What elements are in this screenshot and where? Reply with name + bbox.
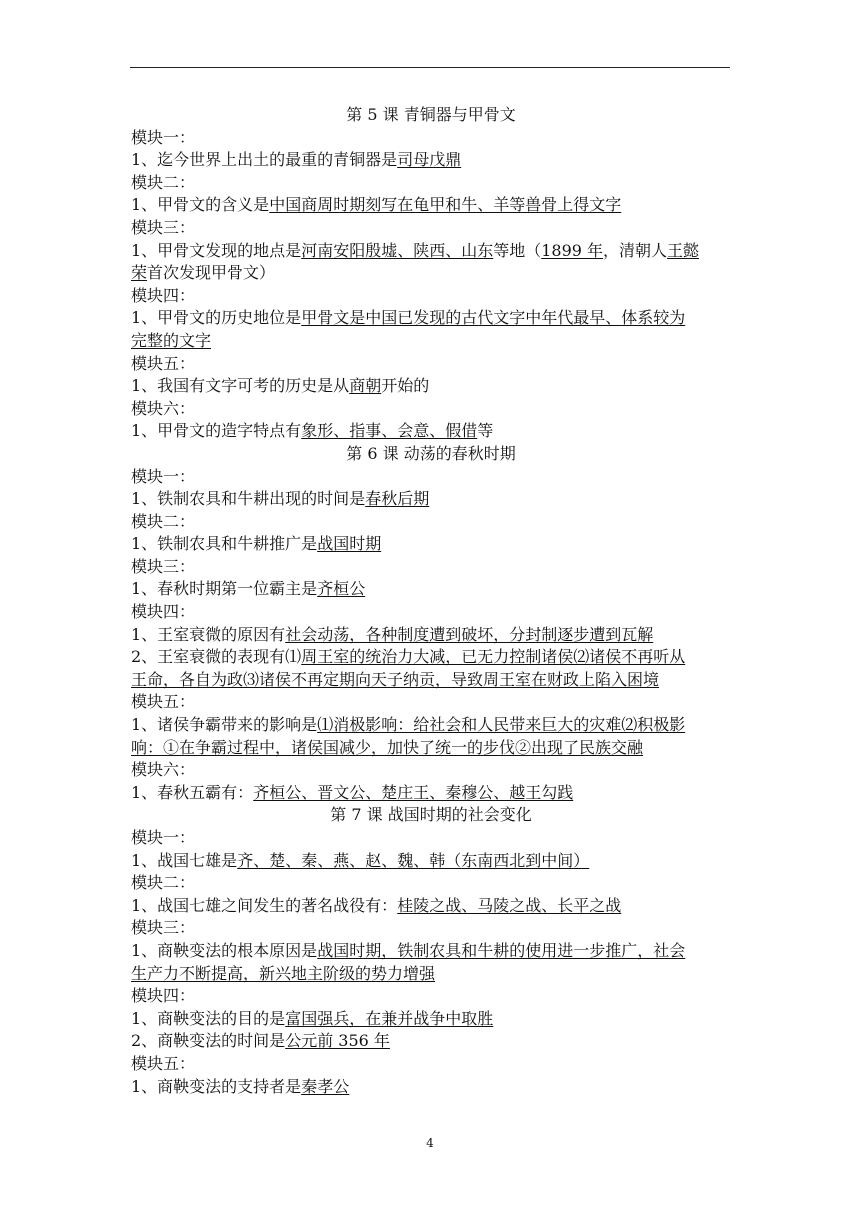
prompt-text: 开始的 [381, 376, 430, 396]
text-line [131, 827, 731, 850]
answer-text: 完整的文字 [131, 330, 212, 350]
text-line [131, 578, 731, 601]
text-line [131, 669, 731, 692]
answer-text: 1899 年 [541, 240, 604, 260]
text-line [131, 917, 731, 940]
prompt-text: 1、商鞅变法的支持者是 [131, 1076, 302, 1096]
answer-text: 荣 [131, 263, 148, 283]
lesson-title [131, 104, 731, 127]
answer-text: 司母戊鼎 [397, 150, 462, 170]
text-line [131, 1053, 731, 1076]
prompt-text: 第 7 课 战国时期的社会变化 [330, 805, 532, 825]
text-line [131, 782, 731, 805]
prompt-text: 首次发现甲骨文） [147, 263, 276, 283]
text-line [131, 217, 731, 240]
answer-text: 象形、指事、会意、假借 [301, 421, 478, 441]
prompt-text: 1、商鞅变法的根本原因是 [131, 940, 318, 960]
prompt-text: 第 5 课 青铜器与甲骨文 [346, 105, 516, 124]
text-line [131, 737, 731, 760]
answer-text: 王懿 [667, 240, 700, 260]
answer-text: 河南安阳殷墟、陕西、山东 [301, 240, 494, 260]
answer-text: 甲骨文是中国已发现的古代文字中年代最早、体系较为 [301, 308, 686, 328]
answer-text: 周王室的统治力大减，已无力控制诸侯⑵诸侯不再听从 [301, 647, 686, 667]
text-line [131, 940, 731, 963]
text-line [131, 1008, 731, 1031]
text-line [131, 1030, 731, 1053]
prompt-text: 模块四： [131, 986, 196, 1006]
answer-text: 齐、楚、秦、燕、赵、魏、韩（东南西北到中间） [237, 850, 590, 870]
text-line [131, 398, 731, 421]
prompt-text: 模块五： [131, 353, 196, 373]
lesson-title [131, 443, 731, 466]
text-line [131, 895, 731, 918]
prompt-text: 模块六： [131, 760, 196, 780]
prompt-text: 模块三： [131, 556, 196, 576]
answer-text: 齐桓公、晋文公、楚庄王、秦穆公、越王勾践 [253, 782, 574, 802]
prompt-text: 1、诸侯争霸带来的影响是 [131, 715, 318, 735]
text-line [131, 172, 731, 195]
answer-text: 王命，各自为政⑶诸侯不再定期向天子纳贡，导致周王室在财政上陷入困境 [131, 669, 660, 689]
prompt-text: 模块四： [131, 285, 196, 305]
text-line [131, 307, 731, 330]
prompt-text: 模块四： [131, 602, 196, 622]
text-line [131, 375, 731, 398]
text-line [131, 149, 731, 172]
text-line [131, 556, 731, 579]
prompt-text: 1、铁制农具和牛耕推广是 [131, 534, 318, 554]
answer-text: 春秋后期 [365, 489, 430, 509]
text-line [131, 420, 731, 443]
answer-text: ⑴消极影响：给社会和人民带来巨大的灾难⑵积极影 [317, 715, 686, 735]
text-line [131, 624, 731, 647]
prompt-text: 模块六： [131, 398, 196, 418]
text-line [131, 963, 731, 986]
answer-text: 响：①在争霸过程中，诸侯国减少，加快了统一的步伐②出现了民族交融 [131, 737, 644, 757]
text-line [131, 691, 731, 714]
text-line [131, 511, 731, 534]
prompt-text: ，清朝人 [603, 240, 668, 260]
text-line [131, 353, 731, 376]
answer-text: 富国强兵，在兼并战争中取胜 [285, 1008, 494, 1028]
text-line [131, 533, 731, 556]
text-line [131, 872, 731, 895]
text-line [131, 601, 731, 624]
text-line [131, 285, 731, 308]
text-line [131, 466, 731, 489]
prompt-text: 1、春秋五霸有： [131, 782, 254, 802]
prompt-text: 模块二： [131, 511, 196, 531]
prompt-text: 模块一： [131, 828, 196, 847]
text-line [131, 488, 731, 511]
prompt-text: 1、商鞅变法的目的是 [131, 1008, 286, 1028]
answer-text: 战国时期，铁制农具和牛耕的使用进一步推广，社会 [317, 940, 686, 960]
text-line [131, 850, 731, 873]
page-number: 4 [426, 1136, 434, 1150]
prompt-text: 第 6 课 动荡的春秋时期 [346, 443, 516, 463]
text-line [131, 127, 731, 150]
prompt-text: 模块五： [131, 1053, 196, 1073]
lesson-title [131, 804, 731, 827]
prompt-text: 1、王室衰微的原因有 [131, 624, 286, 644]
text-line [131, 194, 731, 217]
prompt-text: 1、甲骨文的历史地位是 [131, 308, 302, 328]
text-line [131, 759, 731, 782]
prompt-text: 模块一： [131, 466, 196, 486]
prompt-text: 2、商鞅变法的时间是 [131, 1031, 286, 1051]
prompt-text: 模块一： [131, 127, 196, 147]
text-line [131, 262, 731, 285]
answer-text: 商朝 [349, 376, 382, 396]
header-rule [130, 67, 730, 68]
text-line [131, 646, 731, 669]
answer-text: 中国商周时期刻写在龟甲和牛、羊等兽骨上得文字 [269, 195, 622, 215]
answer-text: 秦孝公 [301, 1076, 350, 1096]
prompt-text: 1、铁制农具和牛耕出现的时间是 [131, 489, 366, 509]
answer-text: 桂陵之战、马陵之战、长平之战 [397, 895, 622, 915]
prompt-text: 等 [477, 421, 494, 441]
answer-text: 公元前 356 年 [285, 1031, 390, 1051]
text-line [131, 1076, 731, 1099]
document-body [131, 104, 731, 1098]
prompt-text: 1、甲骨文的造字特点有 [131, 421, 302, 441]
prompt-text: 1、甲骨文发现的地点是 [131, 240, 302, 260]
prompt-text: 模块二： [131, 873, 196, 893]
prompt-text: 模块五： [131, 692, 196, 712]
prompt-text: 1、我国有文字可考的历史是从 [131, 376, 350, 396]
answer-text: 生产力不断提高，新兴地主阶级的势力增强 [131, 963, 436, 983]
prompt-text: 1、春秋时期第一位霸主是 [131, 579, 318, 599]
prompt-text: 模块二： [131, 172, 196, 192]
prompt-text: 模块三： [131, 217, 196, 237]
prompt-text: 1、战国七雄之间发生的著名战役有： [131, 895, 398, 915]
prompt-text: 1、甲骨文的含义是 [131, 195, 270, 215]
prompt-text: 2、王室衰微的表现有⑴ [131, 647, 302, 667]
prompt-text: 1、战国七雄是 [131, 850, 238, 870]
text-line [131, 714, 731, 737]
answer-text: 社会动荡，各种制度遭到破坏，分封制逐步遭到瓦解 [285, 624, 654, 644]
text-line [131, 985, 731, 1008]
text-line [131, 330, 731, 353]
text-line [131, 240, 731, 263]
prompt-text: 模块三： [131, 918, 196, 938]
prompt-text: 等地（ [493, 240, 542, 260]
answer-text: 齐桓公 [317, 579, 366, 599]
prompt-text: 1、迄今世界上出土的最重的青铜器是 [131, 150, 398, 170]
answer-text: 战国时期 [317, 534, 382, 554]
